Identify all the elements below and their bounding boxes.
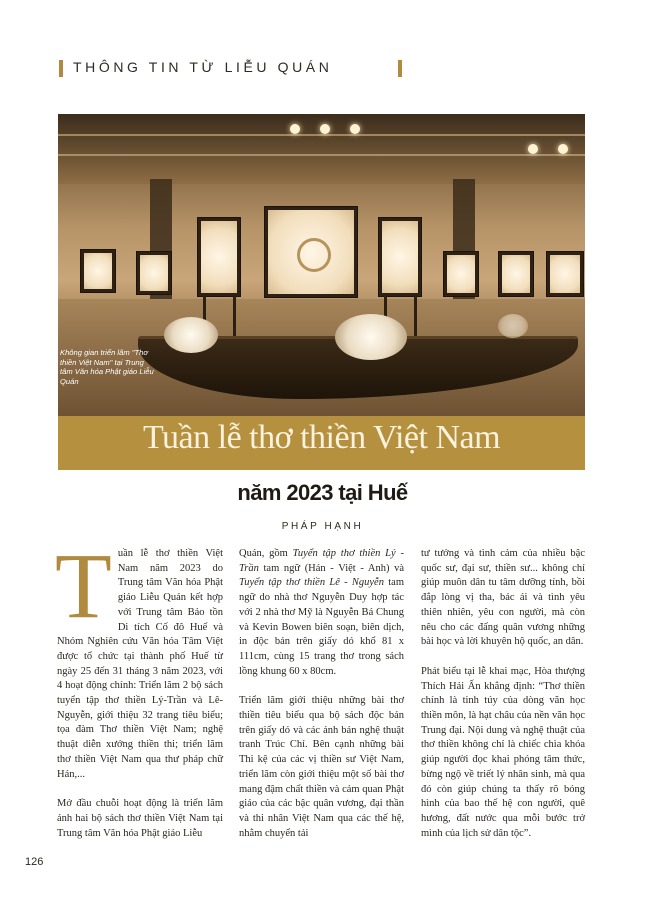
book-title: Tuyển tập thơ thiền Lý - Trần — [239, 548, 404, 574]
paragraph-text: tam ngữ do nhà thơ Nguyễn Duy hợp tác với 2 nhà thơ Mỹ là Nguyễn Bá Chung và Kevin Bowen biên soạn, biên dịch, in độc bản trên giấy dó khổ 81 x 111cm, cùng 15 trang thơ trong sách lồng khung 60 x 80cm. — [239, 577, 405, 677]
exhibit-frame — [136, 251, 172, 295]
spotlight — [350, 124, 360, 134]
article-title: Tuần lễ thơ thiền Việt Nam — [142, 419, 501, 456]
header-bar-right — [398, 60, 402, 77]
page-number: 126 — [25, 856, 44, 868]
spotlight — [528, 144, 538, 154]
exhibit-frame — [443, 251, 479, 297]
section-header-text: THÔNG TIN TỪ LIỄU QUÁN — [73, 59, 333, 75]
flower-arrangement — [335, 314, 407, 360]
paragraph: tư tưởng và tình cảm của nhiều bậc quốc sư, đại sư, thiền sư... không chỉ giúp muôn dân tu tâm dưỡng tính, bồi đắp lòng vị tha, bác ái và tình yêu thiên nhiên, yêu con người, mà còn nêu cho các đấng quân vương những bài học và lời khuyên hộ quốc, an dân. — [421, 548, 585, 648]
paragraph — [239, 547, 404, 679]
ceiling-beam — [58, 134, 585, 136]
ceiling-beam — [58, 154, 585, 156]
title-band — [58, 416, 585, 470]
article-subtitle: năm 2023 tại Huế — [237, 480, 408, 505]
book-title: Tuyển tập thơ thiền Lê - Nguyễn — [239, 577, 384, 589]
text-column-3 — [421, 547, 585, 856]
photo-caption: Không gian triển lãm "Thơ thiền Việt Nam" tại Trung tâm Văn hóa Phật giáo Liễu Quán — [60, 348, 154, 386]
text-column-1 — [55, 535, 223, 856]
section-header — [59, 58, 404, 80]
flower-arrangement — [498, 314, 528, 338]
paragraph-text: uần lễ thơ thiền Việt Nam năm 2023 do Trung tâm Văn hóa Phật giáo Liễu Quán kết hợp với Trung tâm Bảo tồn Di tích Cố đô Huế và Nhóm Nghiên cứu Văn hóa Tâm Việt được tổ chức tại thành phố Huế từ ngày 25 đến 31 tháng 3 năm 2023, với 4 hoạt động chính: Triển lãm 2 bộ sách tuyển tập thơ thiền Lý-Trần và Lê-Nguyễn, giới thiệu 32 trang tiêu biểu; tọa đàm Thơ thiền Việt Nam; nghệ thuật diễn xướng thiền thi; triển lãm thơ thiền Việt Nam qua thư pháp chữ Hán,... — [57, 548, 223, 780]
exhibit-frame — [80, 249, 116, 293]
text-column-2 — [239, 547, 404, 856]
spotlight — [320, 124, 330, 134]
paragraph — [55, 535, 223, 782]
exhibit-frame — [378, 217, 422, 297]
header-bar-left — [59, 60, 63, 77]
article-author: PHÁP HẠNH — [281, 521, 364, 532]
flower-arrangement — [164, 317, 218, 353]
spotlight — [290, 124, 300, 134]
drop-cap: T — [55, 535, 112, 638]
exhibit-frame-center — [264, 206, 358, 298]
paragraph: Phát biểu tại lễ khai mạc, Hòa thượng Thích Hải Ấn khẳng định: “Thơ thiền chính là tinh túy của dòng văn học thiền môn, là hạt châu của nền văn học Trung đại. Nội dung và nghệ thuật của thơ thiền không chỉ là chiếc chìa khóa giúp người đọc khai phóng tâm thức, bừng ngộ về triết lý nhân sinh, mà qua đó còn giúp chúng ta thấy rõ bóng hình của bao thế hệ con người, quê hương, đất nước qua mỗi bước trở mình của lịch sử dân tộc”. — [421, 665, 585, 839]
paragraph-text: tam ngữ (Hán - Việt - Anh) và — [258, 562, 404, 574]
exhibit-frame — [197, 217, 241, 297]
spotlight — [558, 144, 568, 154]
paragraph: Mở đầu chuỗi hoạt động là triển lãm ảnh hai bộ sách thơ thiền Việt Nam tại Trung tâm Văn hóa Phật giáo Liễu — [57, 798, 223, 839]
exhibit-frame — [498, 251, 534, 297]
paragraph: Triển lãm giới thiệu những bài thơ thiền tiêu biểu qua bộ sách độc bản trên giấy dó và các ảnh bản nghệ thuật tranh Trúc Chỉ. Bên cạnh những bài Thi kệ của các vị thiền sư Việt Nam, triển lãm còn giới thiệu một số bài thơ mang đậm chất thiền và cảm quan Phật giáo của các bậc quân vương, đại thần và thi nhân Việt Nam qua các thế hệ, nhằm chuyển tải — [239, 695, 404, 839]
exhibit-frame — [546, 251, 584, 297]
paragraph-text: Quán, gồm — [239, 548, 293, 559]
